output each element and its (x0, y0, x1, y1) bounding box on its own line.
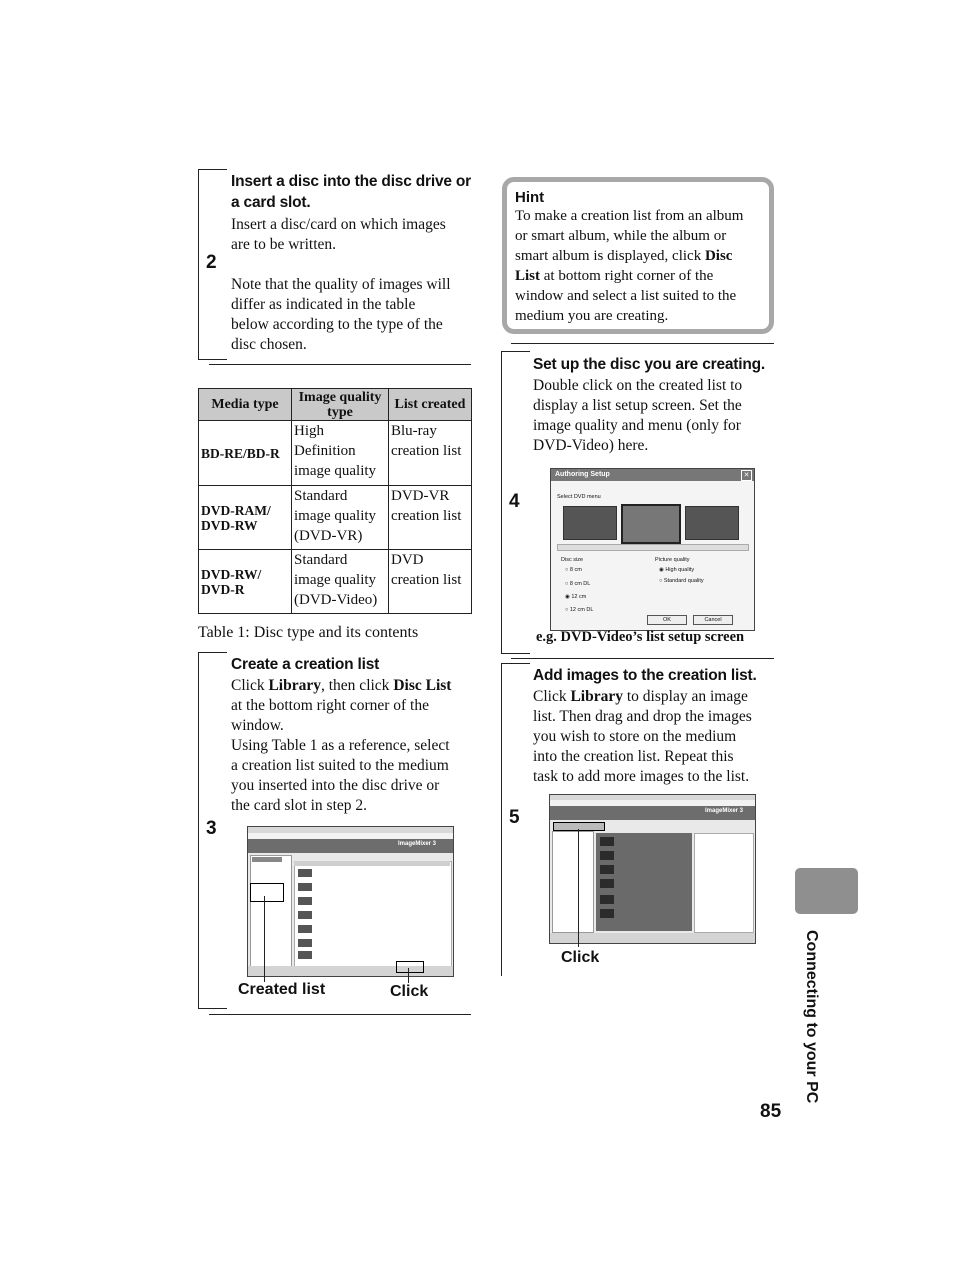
screenshot-tree-panel (552, 831, 594, 933)
step-3-p1-line1 (231, 676, 476, 696)
step-5-content (533, 665, 778, 787)
step-4-caption: e.g. DVD-Video’s list setup screen (536, 629, 745, 645)
screenshot-thumb (298, 939, 312, 947)
page-number: 85 (760, 1101, 782, 1122)
table-cell-quality: Standard image quality (DVD-Video) (292, 550, 389, 614)
hint-title: Hint (515, 189, 545, 206)
hint-list-term: List (515, 268, 541, 284)
hint-content (515, 189, 765, 326)
step-2-content (231, 171, 476, 355)
disc-type-table (198, 388, 472, 614)
step-4-body-line2: display a list setup screen. Set the (533, 397, 742, 414)
table-cell-media: DVD-RAM/ DVD-RW (199, 486, 292, 550)
screenshot-thumb (600, 837, 614, 846)
step-4-heading: Set up the disc you are creating. (533, 356, 765, 373)
disc-size-12cm-radio[interactable]: ◉ 12 cm (565, 594, 587, 600)
screenshot-app-title: ImageMixer 3 (398, 841, 437, 847)
dvd-menu-option[interactable] (685, 506, 739, 540)
screenshot-app-title: ImageMixer 3 (705, 808, 744, 814)
step-3-created-list-callout: Created list (238, 981, 326, 998)
step-3-content (231, 654, 476, 816)
screenshot-thumb (298, 869, 312, 877)
table-cell-quality: Standard image quality (DVD-VR) (292, 486, 389, 550)
step-3-disclist-term: Disc List (393, 677, 452, 694)
quality-high-label: High quality (665, 567, 695, 573)
screenshot-tree-panel (250, 855, 292, 967)
hint-line3-text: smart album is displayed, click (515, 248, 705, 264)
dvd-menu-option[interactable] (563, 506, 617, 540)
screenshot-list-header (294, 861, 450, 866)
hint-line6: medium you are creating. (515, 308, 669, 324)
step-3-rule (209, 1014, 471, 1015)
step-2-body-line5: below according to the type of the (231, 316, 443, 333)
dialog-menu-label: Select DVD menu (557, 494, 601, 500)
table-header-media: Media type (199, 389, 292, 421)
screenshot-thumb (600, 865, 614, 874)
dialog-close-icon[interactable]: ✕ (741, 470, 752, 481)
disc-size-8cm-radio[interactable]: ○ 8 cm (565, 567, 582, 573)
screenshot-thumb (600, 879, 614, 888)
step-5-body-line5: task to add more images to the list. (533, 768, 750, 785)
dvd-menu-scrollbar[interactable] (557, 544, 749, 551)
step-5-body-post: to display an image (623, 688, 748, 705)
step-5-screenshot (549, 794, 756, 944)
step-2-heading-line1: Insert a disc into the disc drive or (231, 173, 472, 190)
step-3-library-term: Library (268, 677, 321, 694)
step-5-body-pre: Click (533, 688, 571, 705)
screenshot-thumb (600, 851, 614, 860)
hint-line4 (515, 266, 765, 286)
screenshot-creation-list (694, 833, 754, 933)
screenshot-thumb (298, 897, 312, 905)
step-2-body-line3: Note that the quality of images will (231, 276, 451, 293)
disc-size-12cm-label: 12 cm (571, 594, 587, 600)
step-3-p1-line3: window. (231, 717, 284, 734)
screenshot-created-list-highlight (250, 883, 284, 902)
dialog-ok-button[interactable]: OK (647, 615, 687, 625)
step-3-p2-line4: the card slot in step 2. (231, 797, 368, 814)
screenshot-thumb (600, 909, 614, 918)
step-3-heading: Create a creation list (231, 656, 380, 673)
step-4-content (533, 354, 778, 456)
table-cell-list: DVD creation list (389, 550, 472, 614)
disc-size-8cmdl-label: 8 cm DL (569, 581, 591, 587)
step-4-rule (511, 658, 774, 659)
hint-line4-text: at bottom right corner of the (540, 268, 714, 284)
dialog-title: Authoring Setup (555, 471, 610, 478)
step-3-p1-mid: , then click (321, 677, 394, 694)
quality-standard-label: Standard quality (663, 578, 704, 584)
table-header-quality: Image quality type (292, 389, 389, 421)
step-4-body-line4: DVD-Video) here. (533, 437, 649, 454)
step-3-screenshot (247, 826, 454, 977)
hint-line1: To make a creation list from an album (515, 208, 744, 224)
screenshot-thumb (298, 925, 312, 933)
step-4-top-rule (511, 343, 774, 344)
section-tab (795, 868, 858, 914)
step-5-number: 5 (509, 807, 520, 828)
hint-line2: or smart album, while the album or (515, 228, 727, 244)
step-3-p2-line2: a creation list suited to the medium (231, 757, 449, 774)
step-5-click-callout: Click (561, 949, 600, 966)
step-3-p1-pre: Click (231, 677, 269, 694)
step-2-body-line4: differ as indicated in the table (231, 296, 416, 313)
step-5-heading: Add images to the creation list. (533, 667, 757, 684)
table-cell-list: DVD-VR creation list (389, 486, 472, 550)
step-2-body-line2: are to be written. (231, 236, 337, 253)
screenshot-library-button[interactable] (553, 822, 605, 831)
step-5-body-line1 (533, 687, 778, 707)
table-cell-list: Blu-ray creation list (389, 421, 472, 486)
table-cell-media: BD-RE/BD-R (199, 421, 292, 486)
dialog-cancel-button[interactable]: Cancel (693, 615, 733, 625)
screenshot-thumb (600, 895, 614, 904)
step-5-library-term: Library (570, 688, 623, 705)
authoring-setup-dialog (550, 468, 755, 631)
step-3-p2-line3: you inserted into the disc drive or (231, 777, 440, 794)
step-5-body-line3: you wish to store on the medium (533, 728, 737, 745)
table-cell-quality: High Definition image quality (292, 421, 389, 486)
table-row (199, 486, 472, 550)
quality-high-radio[interactable]: ◉ High quality (659, 567, 695, 573)
step-4-body-line1: Double click on the created list to (533, 377, 743, 394)
picture-quality-label: Picture quality (655, 557, 690, 563)
table-row (199, 550, 472, 614)
screenshot-tree-selected (252, 857, 282, 862)
screenshot-thumb (298, 951, 312, 959)
step-2-rule (209, 364, 471, 365)
callout-line-click (408, 968, 409, 983)
disc-size-label: Disc size (561, 557, 584, 563)
table-caption: Table 1: Disc type and its contents (198, 624, 419, 641)
callout-line-created (264, 896, 265, 982)
step-4-body-line3: image quality and menu (only for (533, 417, 741, 434)
callout-line-click (578, 829, 579, 947)
screenshot-thumb (298, 883, 312, 891)
disc-size-8cm-label: 8 cm (569, 567, 582, 573)
hint-disc-term: Disc (704, 248, 733, 264)
step-4-number: 4 (509, 491, 520, 512)
step-3-p2-line1: Using Table 1 as a reference, select (231, 737, 450, 754)
table-header-list: List created (389, 389, 472, 421)
disc-size-12cmdl-label: 12 cm DL (569, 607, 594, 613)
section-label: Connecting to your PC (803, 930, 820, 1104)
disc-size-12cmdl-radio[interactable]: ○ 12 cm DL (565, 607, 594, 613)
step-2-body-line6: disc chosen. (231, 336, 307, 353)
hint-line5: window and select a list suited to the (515, 288, 737, 304)
screenshot-disc-list-highlight (396, 961, 424, 973)
step-2-number: 2 (206, 252, 217, 273)
screenshot-list-panel (294, 861, 452, 967)
hint-line3 (515, 246, 765, 266)
step-3-number: 3 (206, 818, 217, 839)
screenshot-bottom-bar (550, 933, 755, 943)
step-3-p1-line2: at the bottom right corner of the (231, 697, 429, 714)
table-row (199, 421, 472, 486)
step-2-heading-line2: a card slot. (231, 194, 311, 211)
disc-size-8cmdl-radio[interactable]: ○ 8 cm DL (565, 581, 591, 587)
dvd-menu-option-selected[interactable] (621, 504, 681, 544)
step-5-body-line4: into the creation list. Repeat this (533, 748, 734, 765)
table-cell-media: DVD-RW/ DVD-R (199, 550, 292, 614)
step-2-body-line1: Insert a disc/card on which images (231, 216, 446, 233)
step-5-body-line2: list. Then drag and drop the images (533, 708, 752, 725)
screenshot-thumb (298, 911, 312, 919)
quality-standard-radio[interactable]: ○ Standard quality (659, 578, 704, 584)
step-3-click-callout: Click (390, 983, 429, 1000)
